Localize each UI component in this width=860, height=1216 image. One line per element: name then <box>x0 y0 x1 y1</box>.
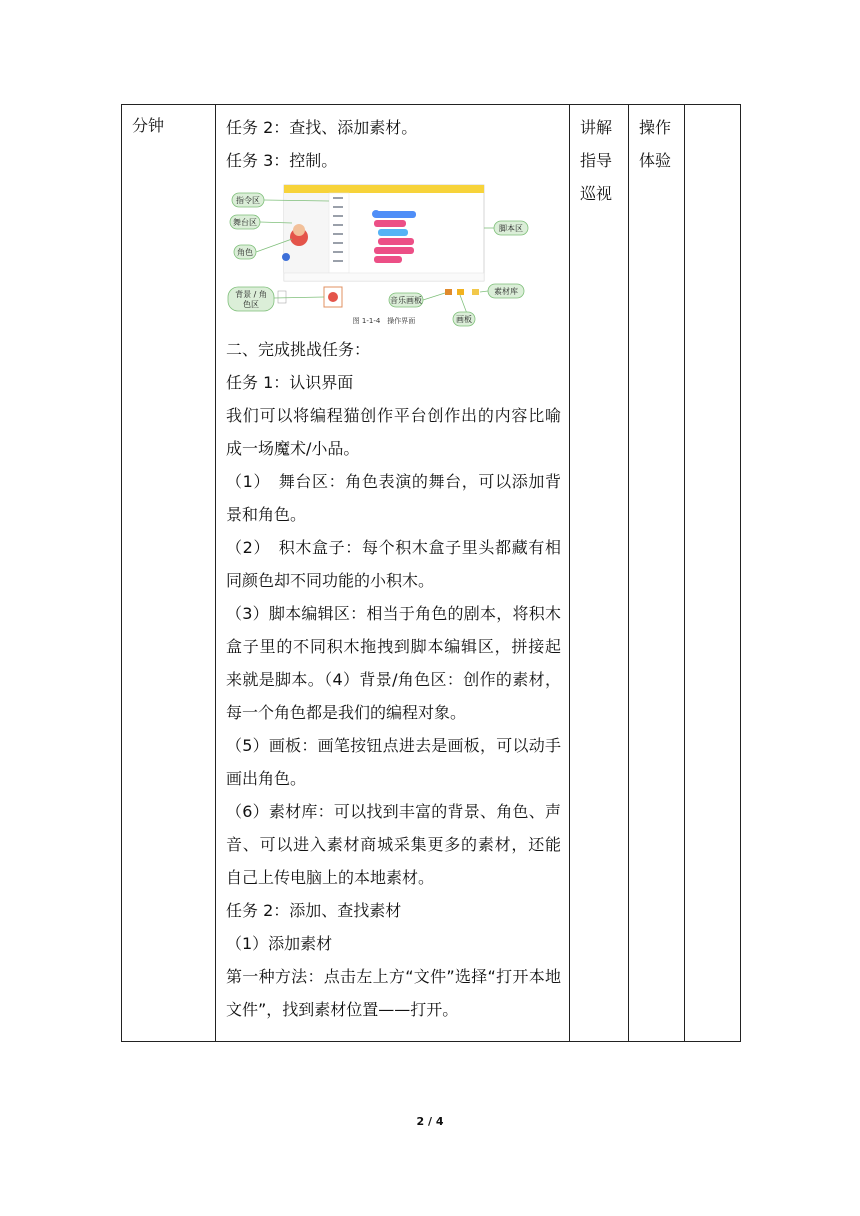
interface-illustration <box>226 179 561 331</box>
content-cell <box>216 105 570 1042</box>
table-row <box>122 105 741 1042</box>
paragraph: （5）画板：画笔按钮点进去是画板，可以动手画出角色。 <box>226 736 561 788</box>
time-cell <box>122 105 216 1042</box>
paragraph: 我们可以将编程猫创作平台创作出的内容比喻成一场魔术/小品。 <box>226 406 561 458</box>
task-line: 任务 3：控制。 <box>226 151 338 170</box>
teacher-activity-line: 巡视 <box>580 184 613 203</box>
student-activity-line: 操作 <box>639 118 672 137</box>
paragraph: （6）素材库：可以找到丰富的背景、角色、声音、可以进入素材商城采集更多的素材，还能自己上传电脑上的本地素材。 <box>226 802 561 887</box>
figure-caption: 图 1-1-4 操作界面 <box>352 317 416 325</box>
page-number: 2 / 4 <box>416 1115 444 1128</box>
callout-role: 角色 <box>237 248 253 257</box>
lesson-table <box>121 104 741 1042</box>
callout-stage: 舞台区 <box>233 218 257 227</box>
paragraph: （1） 舞台区：角色表演的舞台，可以添加背景和角色。 <box>226 472 561 524</box>
paragraph: （2） 积木盒子：每个积木盒子里头都藏有相同颜色却不同功能的小积木。 <box>226 538 561 590</box>
interface-figure <box>226 179 561 331</box>
paragraph: 任务 2：添加、查找素材 <box>226 901 402 920</box>
student-activity-line: 体验 <box>639 151 672 170</box>
callout-script: 脚本区 <box>499 224 523 233</box>
task-line: 任务 2：查找、添加素材。 <box>226 118 418 137</box>
teacher-activity-line: 指导 <box>580 151 613 170</box>
callout-music: 音乐画板 <box>390 296 422 305</box>
paragraph: （1）添加素材 <box>226 934 333 953</box>
callout-command: 指令区 <box>236 196 260 205</box>
teacher-activity-line: 讲解 <box>580 118 613 137</box>
callout-library: 素材库 <box>494 287 518 296</box>
callout-bg-role: 背景 / 角色区 <box>235 290 267 309</box>
teacher-activity-cell <box>570 105 629 1042</box>
paragraph: 任务 1：认识界面 <box>226 373 354 392</box>
paragraph: 二、完成挑战任务： <box>226 340 371 359</box>
notes-text <box>685 105 740 111</box>
student-activity-cell <box>629 105 685 1042</box>
callout-board: 画板 <box>456 315 472 324</box>
paragraph: 第一种方法：点击左上方“文件”选择“打开本地文件”，找到素材位置——打开。 <box>226 967 561 1019</box>
time-label: 分钟 <box>132 116 165 135</box>
paragraph: （3）脚本编辑区：相当于角色的剧本，将积木盒子里的不同积木拖拽到脚本编辑区，拼接起来就是脚本。（4）背景/角色区：创作的素材，每一个角色都是我们的编程对象。 <box>226 604 561 722</box>
notes-cell <box>685 105 741 1042</box>
